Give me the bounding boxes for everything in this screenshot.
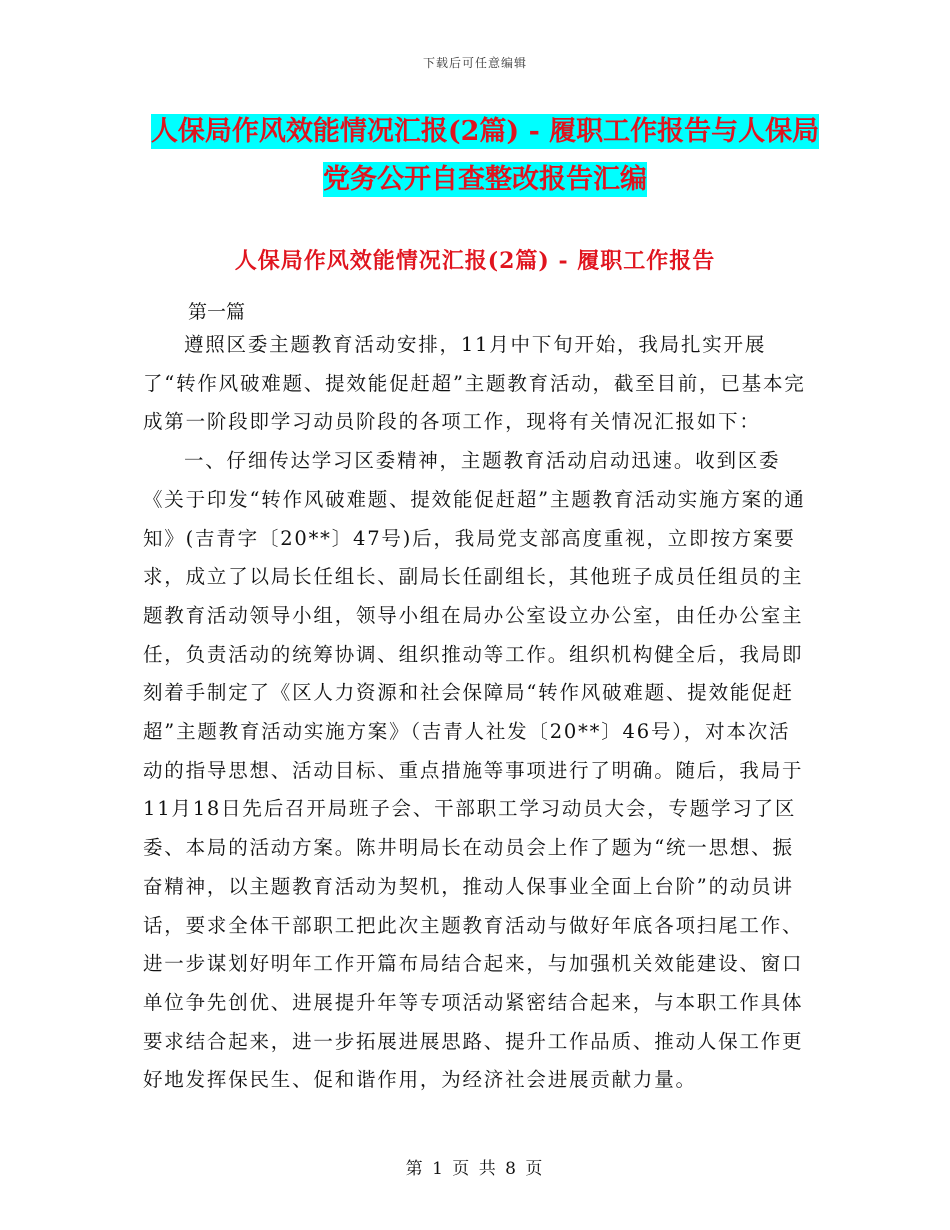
main-title-text: 人保局作风效能情况汇报(2篇) - 履职工作报告与人保局党务公开自查整改报告汇编 [150, 116, 820, 195]
main-title [140, 108, 830, 204]
paragraph: 一、仔细传达学习区委精神，主题教育活动启动迅速。收到区委《关于印发“转作风破难题、提效能促赶超”主题教育活动实施方案的通知》(吉青字〔20**〕47号)后，我局党支部高度重视，立即按方案要求，成立了以局长任组长、副局长任副组长，其他班子成员任组员的主题教育活动领导小组，领导小组在局办公室设立办公室，由任办公室主任，负责活动的统筹协调、组织推动等工作。组织机构健全后，我局即刻着手制定了《区人力资源和社会保障局“转作风破难题、提效能促赶超”主题教育活动实施方案》（吉青人社发〔20**〕46号），对本次活动的指导思想、活动目标、重点措施等事项进行了明确。随后，我局于11月18日先后召开局班子会、干部职工学习动员大会，专题学习了区委、本局的活动方案。陈井明局长在动员会上作了题为“统一思想、振奋精神，以主题教育活动为契机，推动人保事业全面上台阶”的动员讲话，要求全体干部职工把此次主题教育活动与做好年底各项扫尾工作、进一步谋划好明年工作开篇布局结合起来，与加强机关效能建设、窗口单位争先创优、进展提升年等专项活动紧密结合起来，与本职工作具体要求结合起来，进一步拓展进展思路、提升工作品质、推动人保工作更好地发挥保民生、促和谐作用，为经济社会进展贡献力量。 [143, 449, 806, 1092]
body-text [143, 326, 811, 1100]
paragraph: 遵照区委主题教育活动安排，11月中下旬开始，我局扎实开展了“转作风破难题、提效能促赶超”主题教育活动，截至目前，已基本完成第一阶段即学习动员阶段的各项工作，现将有关情况汇报如下： [143, 333, 806, 434]
header-note: 下载后可任意编辑 [422, 56, 527, 70]
section-title: 人保局作风效能情况汇报(2篇) - 履职工作报告 [234, 248, 716, 274]
page-indicator: 第 1 页 共 8 页 [405, 1159, 545, 1179]
chapter-label: 第一篇 [188, 301, 246, 323]
